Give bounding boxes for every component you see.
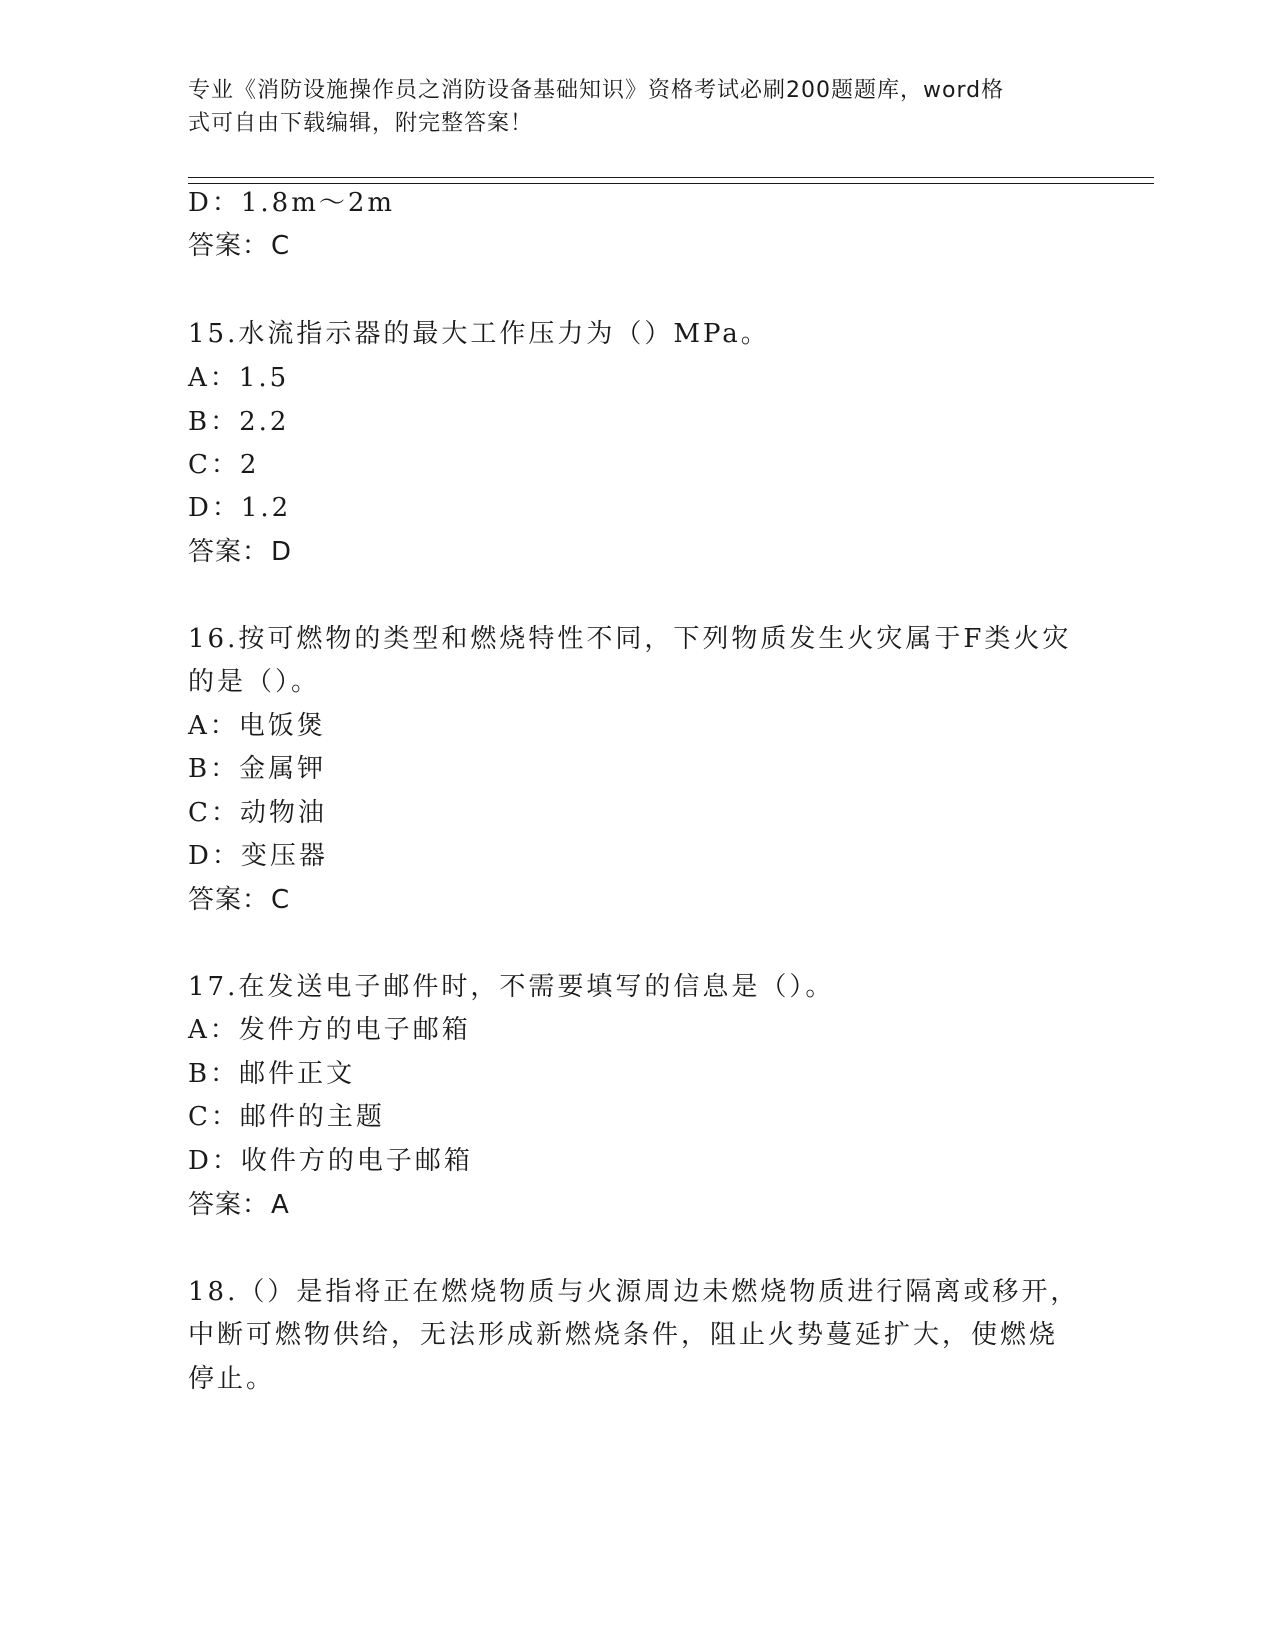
question-15-answer xyxy=(188,535,292,569)
header-divider-bottom xyxy=(188,183,1154,184)
answer-value: D xyxy=(271,537,293,567)
question-17-option-b: B：邮件正文 xyxy=(188,1059,356,1089)
question-16-answer xyxy=(188,883,290,917)
question-15-option-a: A：1.5 xyxy=(188,363,290,393)
question-17-option-c: C：邮件的主题 xyxy=(188,1102,385,1132)
question-17-answer xyxy=(188,1188,290,1222)
question-16-option-a: A：电饭煲 xyxy=(188,711,326,741)
answer-value: C xyxy=(271,231,291,261)
answer-value: A xyxy=(271,1190,290,1220)
question-18-stem-line-1: 18.（）是指将正在燃烧物质与火源周边未燃烧物质进行隔离或移开， xyxy=(188,1277,1080,1307)
prev-answer xyxy=(188,229,290,263)
question-17-stem: 17.在发送电子邮件时，不需要填写的信息是（）。 xyxy=(188,972,835,1002)
question-16-option-d: D：变压器 xyxy=(188,841,328,871)
answer-label: 答案： xyxy=(188,231,270,261)
question-17-option-d: D：收件方的电子邮箱 xyxy=(188,1146,473,1176)
question-16-stem-line-2: 的是（）。 xyxy=(188,667,321,697)
question-16-stem-line-1: 16.按可燃物的类型和燃烧特性不同，下列物质发生火灾属于F类火灾 xyxy=(188,624,1072,654)
prev-option-d: D：1.8m～2m xyxy=(188,188,396,218)
header-line-1: 专业《消防设施操作员之消防设备基础知识》资格考试必刷200题题库，word格 xyxy=(188,78,1005,103)
question-18-stem-line-3: 停止。 xyxy=(188,1364,276,1394)
question-15-stem: 15.水流指示器的最大工作压力为（）MPa。 xyxy=(188,319,770,349)
answer-value: C xyxy=(271,885,291,915)
header-divider-top xyxy=(188,177,1154,178)
answer-label: 答案： xyxy=(188,537,270,567)
question-16-option-b: B：金属钾 xyxy=(188,754,327,784)
answer-label: 答案： xyxy=(188,885,270,915)
header-line-2: 式可自由下载编辑，附完整答案！ xyxy=(188,111,534,136)
question-17-option-a: A：发件方的电子邮箱 xyxy=(188,1015,471,1045)
answer-label: 答案： xyxy=(188,1190,270,1220)
document-header xyxy=(188,74,1088,140)
question-18-stem-line-2: 中断可燃物供给，无法形成新燃烧条件，阻止火势蔓延扩大，使燃烧 xyxy=(188,1320,1059,1350)
question-15-option-b: B：2.2 xyxy=(188,407,290,437)
question-15-option-d: D：1.2 xyxy=(188,493,292,523)
question-16-option-c: C：动物油 xyxy=(188,798,327,828)
question-15-option-c: C：2 xyxy=(188,450,260,480)
